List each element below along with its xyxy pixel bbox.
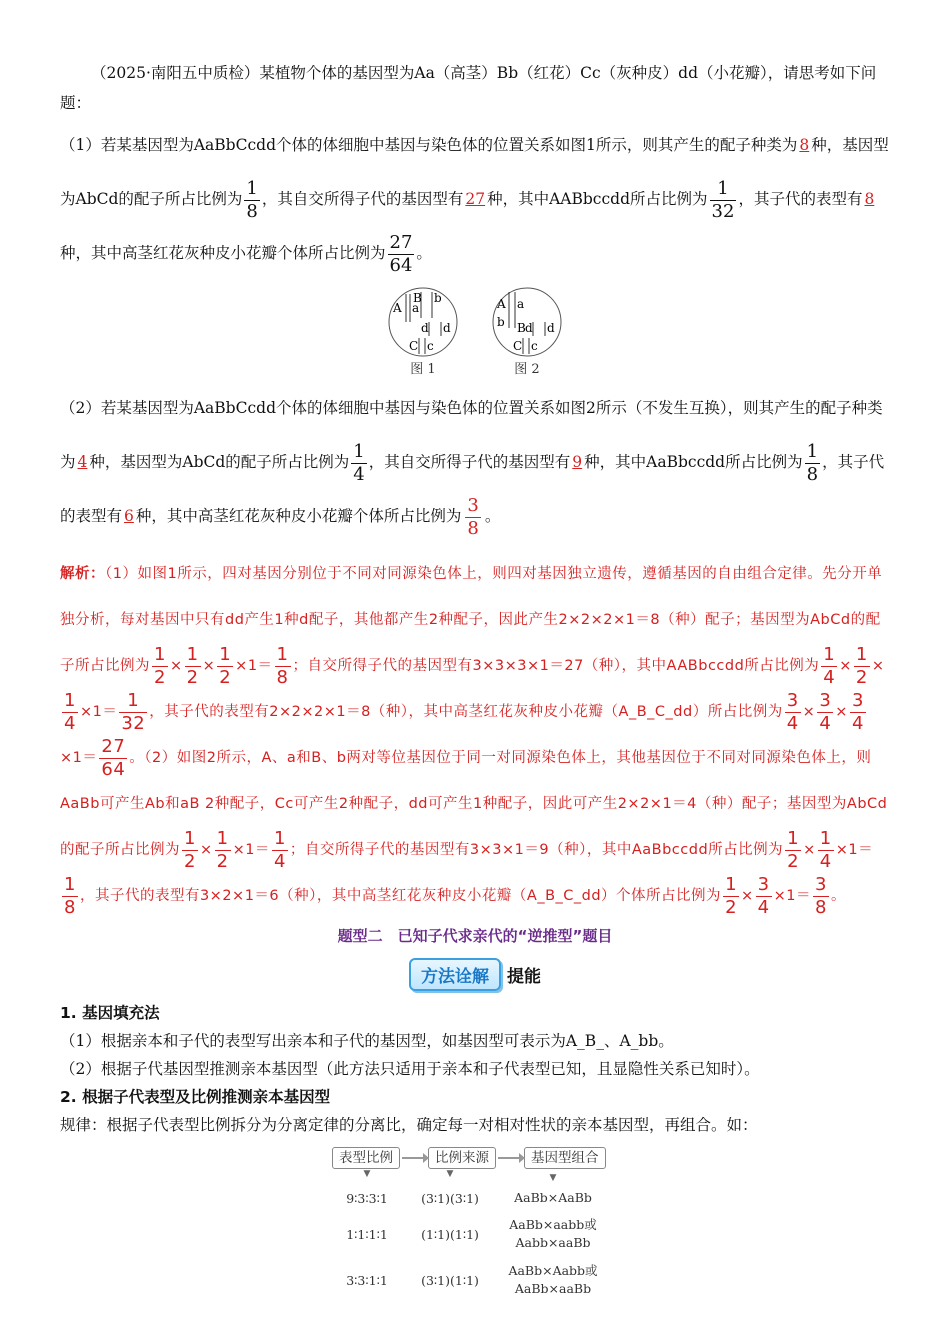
answer-blank: 9 (572, 453, 583, 471)
gene-fill-step-1: （1）根据亲本和子代的表型写出亲本和子代的基因型，如基因型可表示为A_B_、A_bb。 (60, 1032, 674, 1050)
section-title: 题型二 已知子代求亲代的“逆推型”题目 (337, 927, 613, 945)
answer-blank (461, 494, 484, 539)
cell-diagram-1 (383, 286, 463, 358)
svg-text:d: d (421, 321, 429, 335)
svg-text:c: c (531, 339, 538, 353)
heading-ratio-method: 2. 根据子代表型及比例推测亲本基因型 (60, 1088, 331, 1106)
svg-text:A: A (393, 301, 402, 315)
arrow-icon (498, 1157, 522, 1159)
question-intro: （2025·南阳五中质检）某植物个体的基因型为Aa（高茎）Bb（红花）Cc（灰种皮）dd（小花瓣），请思考如下问题： (60, 64, 877, 112)
rule-text: 规律：根据子代表型比例拆分为分离定律的分离比，确定每一对相对性状的亲本基因型，再组合。如： (60, 1116, 758, 1134)
method-badge (409, 958, 541, 991)
figure-2 (487, 286, 567, 377)
table-row: 9∶3∶3∶1 (3∶1)(3∶1) AaBb×AaBb (346, 1190, 592, 1206)
svg-text:d: d (443, 321, 451, 335)
svg-text:d: d (525, 321, 533, 335)
header-source: 比例来源 (428, 1147, 496, 1169)
chromosome-figures (60, 286, 890, 377)
svg-text:C: C (409, 339, 419, 353)
header-ratio: 表型比例 (332, 1147, 400, 1169)
cell-diagram-2 (487, 286, 567, 358)
fraction: $\frac{27}{64}$ (389, 231, 413, 276)
svg-text:a: a (412, 301, 420, 315)
down-arrow-icon: ▼ (446, 1169, 454, 1179)
heading-gene-fill: 1. 基因填充法 (60, 1004, 160, 1022)
figure-2-caption: 图 2 (514, 362, 540, 377)
document-page (60, 58, 890, 1303)
question-part-1: （1）若某基因型为AaBbCcdd个体的体细胞中基因与染色体的位置关系如图1所示，则其产生的配子种类为 8 种，基因型为AbCd的配子所占比例为 $\frac{1}{8}$ ，其自交所得子代的基因型有 27 种，其中AABbccdd所占比例为 $\frac{1}{32}$ ，其子代的表型有 8种，其中高茎红花灰种皮小花瓣个体所占比例为 $\frac{27}{64}$ 。 (60, 136, 889, 276)
svg-text:c: c (427, 339, 434, 353)
badge-side-label: 提能 (507, 967, 541, 987)
answer-blank: 6 (124, 507, 134, 525)
figure-1 (383, 286, 463, 377)
arrow-icon (402, 1157, 426, 1159)
down-arrow-icon: ▼ (549, 1173, 557, 1183)
ratio-table (332, 1147, 890, 1303)
fraction: $\frac{3}{8}$ (467, 494, 479, 539)
figure-1-caption: 图 1 (410, 362, 436, 377)
svg-text:C: C (513, 339, 523, 353)
svg-text:B: B (413, 291, 422, 305)
svg-text:d: d (547, 321, 555, 335)
answer-blank: 8 (864, 190, 875, 208)
fraction: $\frac{1}{4}$ (353, 440, 365, 485)
svg-text:b: b (434, 291, 442, 305)
header-combo: 基因型组合 (524, 1147, 606, 1169)
fraction: $\frac{1}{8}$ (806, 440, 819, 485)
answer-blank: 27 (465, 190, 486, 208)
table-header (332, 1147, 890, 1169)
badge-label: 方法诠解 (409, 958, 501, 991)
question-part-2: （2）若某基因型为AaBbCcdd个体的体细胞中基因与染色体的位置关系如图2所示（不发生互换），则其产生的配子种类为 4 种，基因型为AbCd的配子所占比例为 $\frac{1}{4}$ ，其自交所得子代的基因型有 9 种，其中AaBbccdd所占比例为 $\frac{1}{8}$ ，其子代的表型有 6 种，其中高茎红花灰种皮小花瓣个体所占比例为 $\frac{3}{8}$ 。 (60, 399, 885, 539)
svg-text:a: a (517, 297, 525, 311)
fraction: $\frac{1}{8}$ (246, 177, 258, 222)
svg-text:A: A (497, 297, 506, 311)
table-row: 1∶1∶1∶1 (1∶1)(1∶1) AaBb×aabb或 Aabb×aaBb (346, 1217, 597, 1250)
svg-text:B: B (517, 321, 526, 335)
explanation: 解析：（1）如图1所示，四对基因分别位于不同对同源染色体上，则四对基因独立遗传，遵循基因的自由组合定律。先分开单独分析，每对基因中只有dd产生1种d配子，其他都产生2种配子，因此产生2×2×2×1＝8（种）配子；基因型为AbCd的配子所占比例为 $\frac{1}{2}$ × $\frac{1}{2}$ × $\frac{1}{2}$ ×1＝ $\frac{1}{8}$ ；自交所得子代的基因型有3×3×3×1＝27（种），其中AABbccdd所占比例为 $\frac{1}{4}$ × $\frac{1}{2}$ × $\frac{1}{4}$ ×1＝ $\frac{1}{32}$ ，其子代的表型有2×2×2×1＝8（种），其中高茎红花灰种皮小花瓣（A_B_C_dd）所占比例为 $\frac{3}{4}$ × $\frac{3}{4}$ × $\frac{3}{4}$ ×1＝ $\frac{27}{64}$ 。（2）如图2所示，A、a和B、b两对等位基因位于同一对同源染色体上，其他基因位于不同对同源染色体上，则AaBb可产生Ab和aB 2种配子，Cc可产生2种配子，dd可产生1种配子，因此可产生2×2×1＝4（种）配子；基因型为AbCd的配子所占比例为 $\frac{1}{2}$ × $\frac{1}{2}$ ×1＝ $\frac{1}{4}$ ；自交所得子代的基因型有3×3×1＝9（种），其中AaBbccdd所占比例为 $\frac{1}{2}$ × $\frac{1}{4}$ ×1＝ $\frac{1}{8}$ ，其子代的表型有3×2×1＝6（种），其中高茎红花灰种皮小花瓣（A_B_C_dd）个体所占比例为 $\frac{1}{2}$ × $\frac{3}{4}$ ×1＝ $\frac{3}{8}$ 。 (60, 566, 888, 918)
svg-text:b: b (497, 315, 505, 329)
explanation-label: 解析： (60, 566, 105, 582)
answer-blank: 4 (77, 453, 88, 471)
fraction: $\frac{1}{32}$ (711, 177, 735, 222)
answer-blank: 8 (799, 136, 810, 154)
down-arrow-icon: ▼ (363, 1169, 371, 1179)
table-row: 3∶3∶1∶1 (3∶1)(1∶1) AaBb×Aabb或 AaBb×aaBb (346, 1263, 598, 1296)
gene-fill-step-2: （2）根据子代基因型推测亲本基因型（此方法只适用于亲本和子代表型已知，且显隐性关系已知时）。 (60, 1060, 760, 1078)
